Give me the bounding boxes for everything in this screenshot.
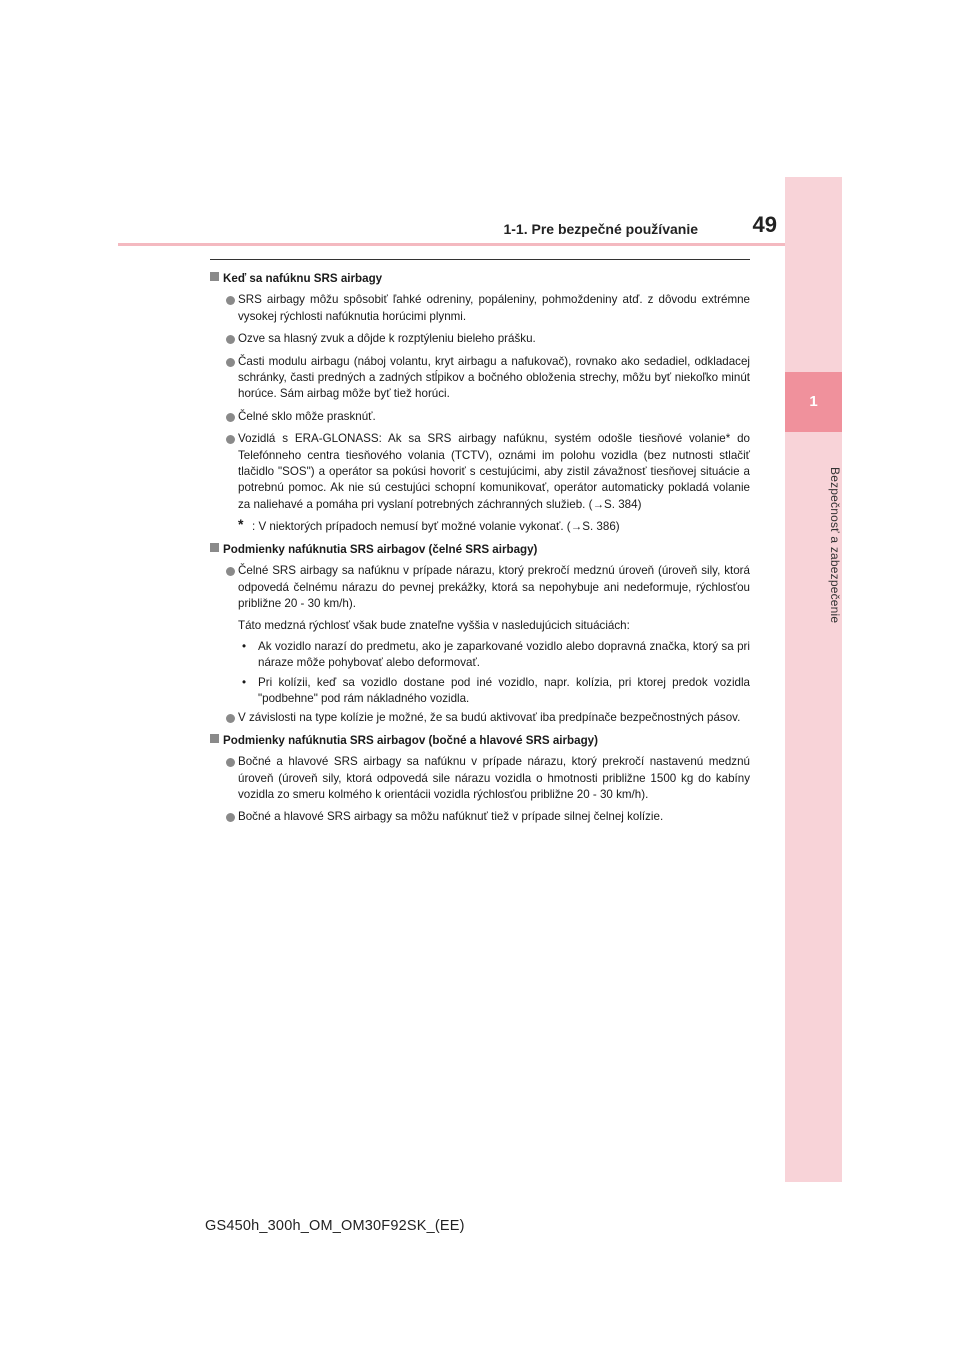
round-bullet-icon xyxy=(226,435,235,444)
page-number: 49 xyxy=(752,212,777,237)
list-item: Bočné a hlavové SRS airbagy sa môžu nafúknuť tiež v prípade silnej čelnej kolízie. xyxy=(210,809,750,825)
list-item: Bočné a hlavové SRS airbagy sa nafúknu v prípade nárazu, ktorý prekročí nastavenú medznú úroveň (úroveň sily, ktorá odpovedá sile nárazu vozidla o hmotnosti približne 1500 kg do kabíny vozidla zo smeru kolmého k orientácii vozidla rýchlosťou približne 20 - 30 km/h). xyxy=(210,754,750,803)
section-heading xyxy=(210,542,750,558)
chapter-number: 1 xyxy=(809,393,818,410)
round-bullet-icon xyxy=(226,758,235,767)
side-band xyxy=(785,177,842,1182)
round-bullet-icon xyxy=(226,413,235,422)
square-bullet-icon xyxy=(210,734,219,743)
list-item: Čelné SRS airbagy sa nafúknu v prípade nárazu, ktorý prekročí medznú úroveň (úroveň sily, ktorá odpovedá čelnému nárazu do pevnej prekážky, ktorá sa nepohybuje ani nedeformuje, rýchlosťou približne 20 - 30 km/h). xyxy=(210,563,750,612)
section-title: 1-1. Pre bezpečné používanie xyxy=(503,221,698,237)
chapter-label: Bezpečnosť a zabezpečenie xyxy=(828,466,842,624)
round-bullet-icon xyxy=(226,813,235,822)
header-line xyxy=(118,243,785,246)
sub-list-item: • Pri kolízii, keď sa vozidlo dostane pod iné vozidlo, napr. kolízia, pri ktorej predok vozidla "podbehne" pod rám nákladného vozidla. xyxy=(242,675,750,705)
round-bullet-icon xyxy=(226,714,235,723)
heading-text: Keď sa nafúknu SRS airbagy xyxy=(223,272,383,285)
paragraph: Táto medzná rýchlosť však bude znateľne vyššia v nasledujúcich situáciách: xyxy=(238,619,630,633)
sub-list-item: • Ak vozidlo narazí do predmetu, ako je zaparkované vozidlo alebo dopravná značka, ktorý sa pri náraze môže pohybovať alebo deformovať. xyxy=(242,639,750,670)
square-bullet-icon xyxy=(210,272,219,281)
content xyxy=(210,268,750,832)
content-rule xyxy=(210,259,750,260)
round-bullet-icon xyxy=(226,358,235,367)
list-item: Čelné sklo môže prasknúť. xyxy=(210,409,750,425)
round-bullet-icon xyxy=(226,335,235,344)
heading-text: Podmienky nafúknutia SRS airbagov (bočné a hlavové SRS airbagy) xyxy=(223,733,598,747)
list-item: Časti modulu airbagu (náboj volantu, kryt airbagu a nafukovač), rovnako ako sedadiel, odkladacej schránky, časti predných a zadných stĺpikov a bočného obloženia strechy, môžu byť niekoľko minút horúce. Sám airbag môže byť tiež horúci. xyxy=(210,354,750,403)
square-bullet-icon xyxy=(210,543,219,552)
section-heading xyxy=(210,271,750,287)
footnote: * : V niektorých prípadoch nemusí byť možné volanie vykonať. (→S. 386) xyxy=(238,516,620,534)
document-code: GS450h_300h_OM_OM30F92SK_(EE) xyxy=(205,1218,465,1234)
heading-text: Podmienky nafúknutia SRS airbagov (čelné SRS airbagy) xyxy=(223,542,538,556)
list-item: SRS airbagy môžu spôsobiť ľahké odreniny, popáleniny, pohmoždeniny atď. z dôvodu extrémne vysokej rýchlosti nafúknutia horúcimi plynmi. xyxy=(210,292,750,325)
list-item: Ozve sa hlasný zvuk a dôjde k rozptýleniu bieleho prášku. xyxy=(210,331,750,347)
round-bullet-icon xyxy=(226,296,235,305)
section-heading xyxy=(210,733,750,749)
footnote-star: * xyxy=(238,516,244,533)
round-bullet-icon xyxy=(226,567,235,576)
list-item: Vozidlá s ERA-GLONASS: Ak sa SRS airbagy nafúknu, systém odošle tiesňové volanie* do Telefónneho centra tiesňového volania (TCTV), oznámi im polohu vozidla (bez nutnosti stlačiť tlačidlo "SOS") a operátor sa pokúsi hovoriť s cestujúcimi, aby zistil závažnosť tiesňovej situácie a potrebnú pomoc. Ak nie sú cestujúci schopní komunikovať, operátor automaticky pokladá volanie za naliehavé a pomáha pri vyslaní potrebných záchranných služieb. (→S. 384) xyxy=(210,431,750,513)
list-item: V závislosti na type kolízie je možné, že sa budú aktivovať iba predpínače bezpečnostných pásov. xyxy=(210,710,750,726)
